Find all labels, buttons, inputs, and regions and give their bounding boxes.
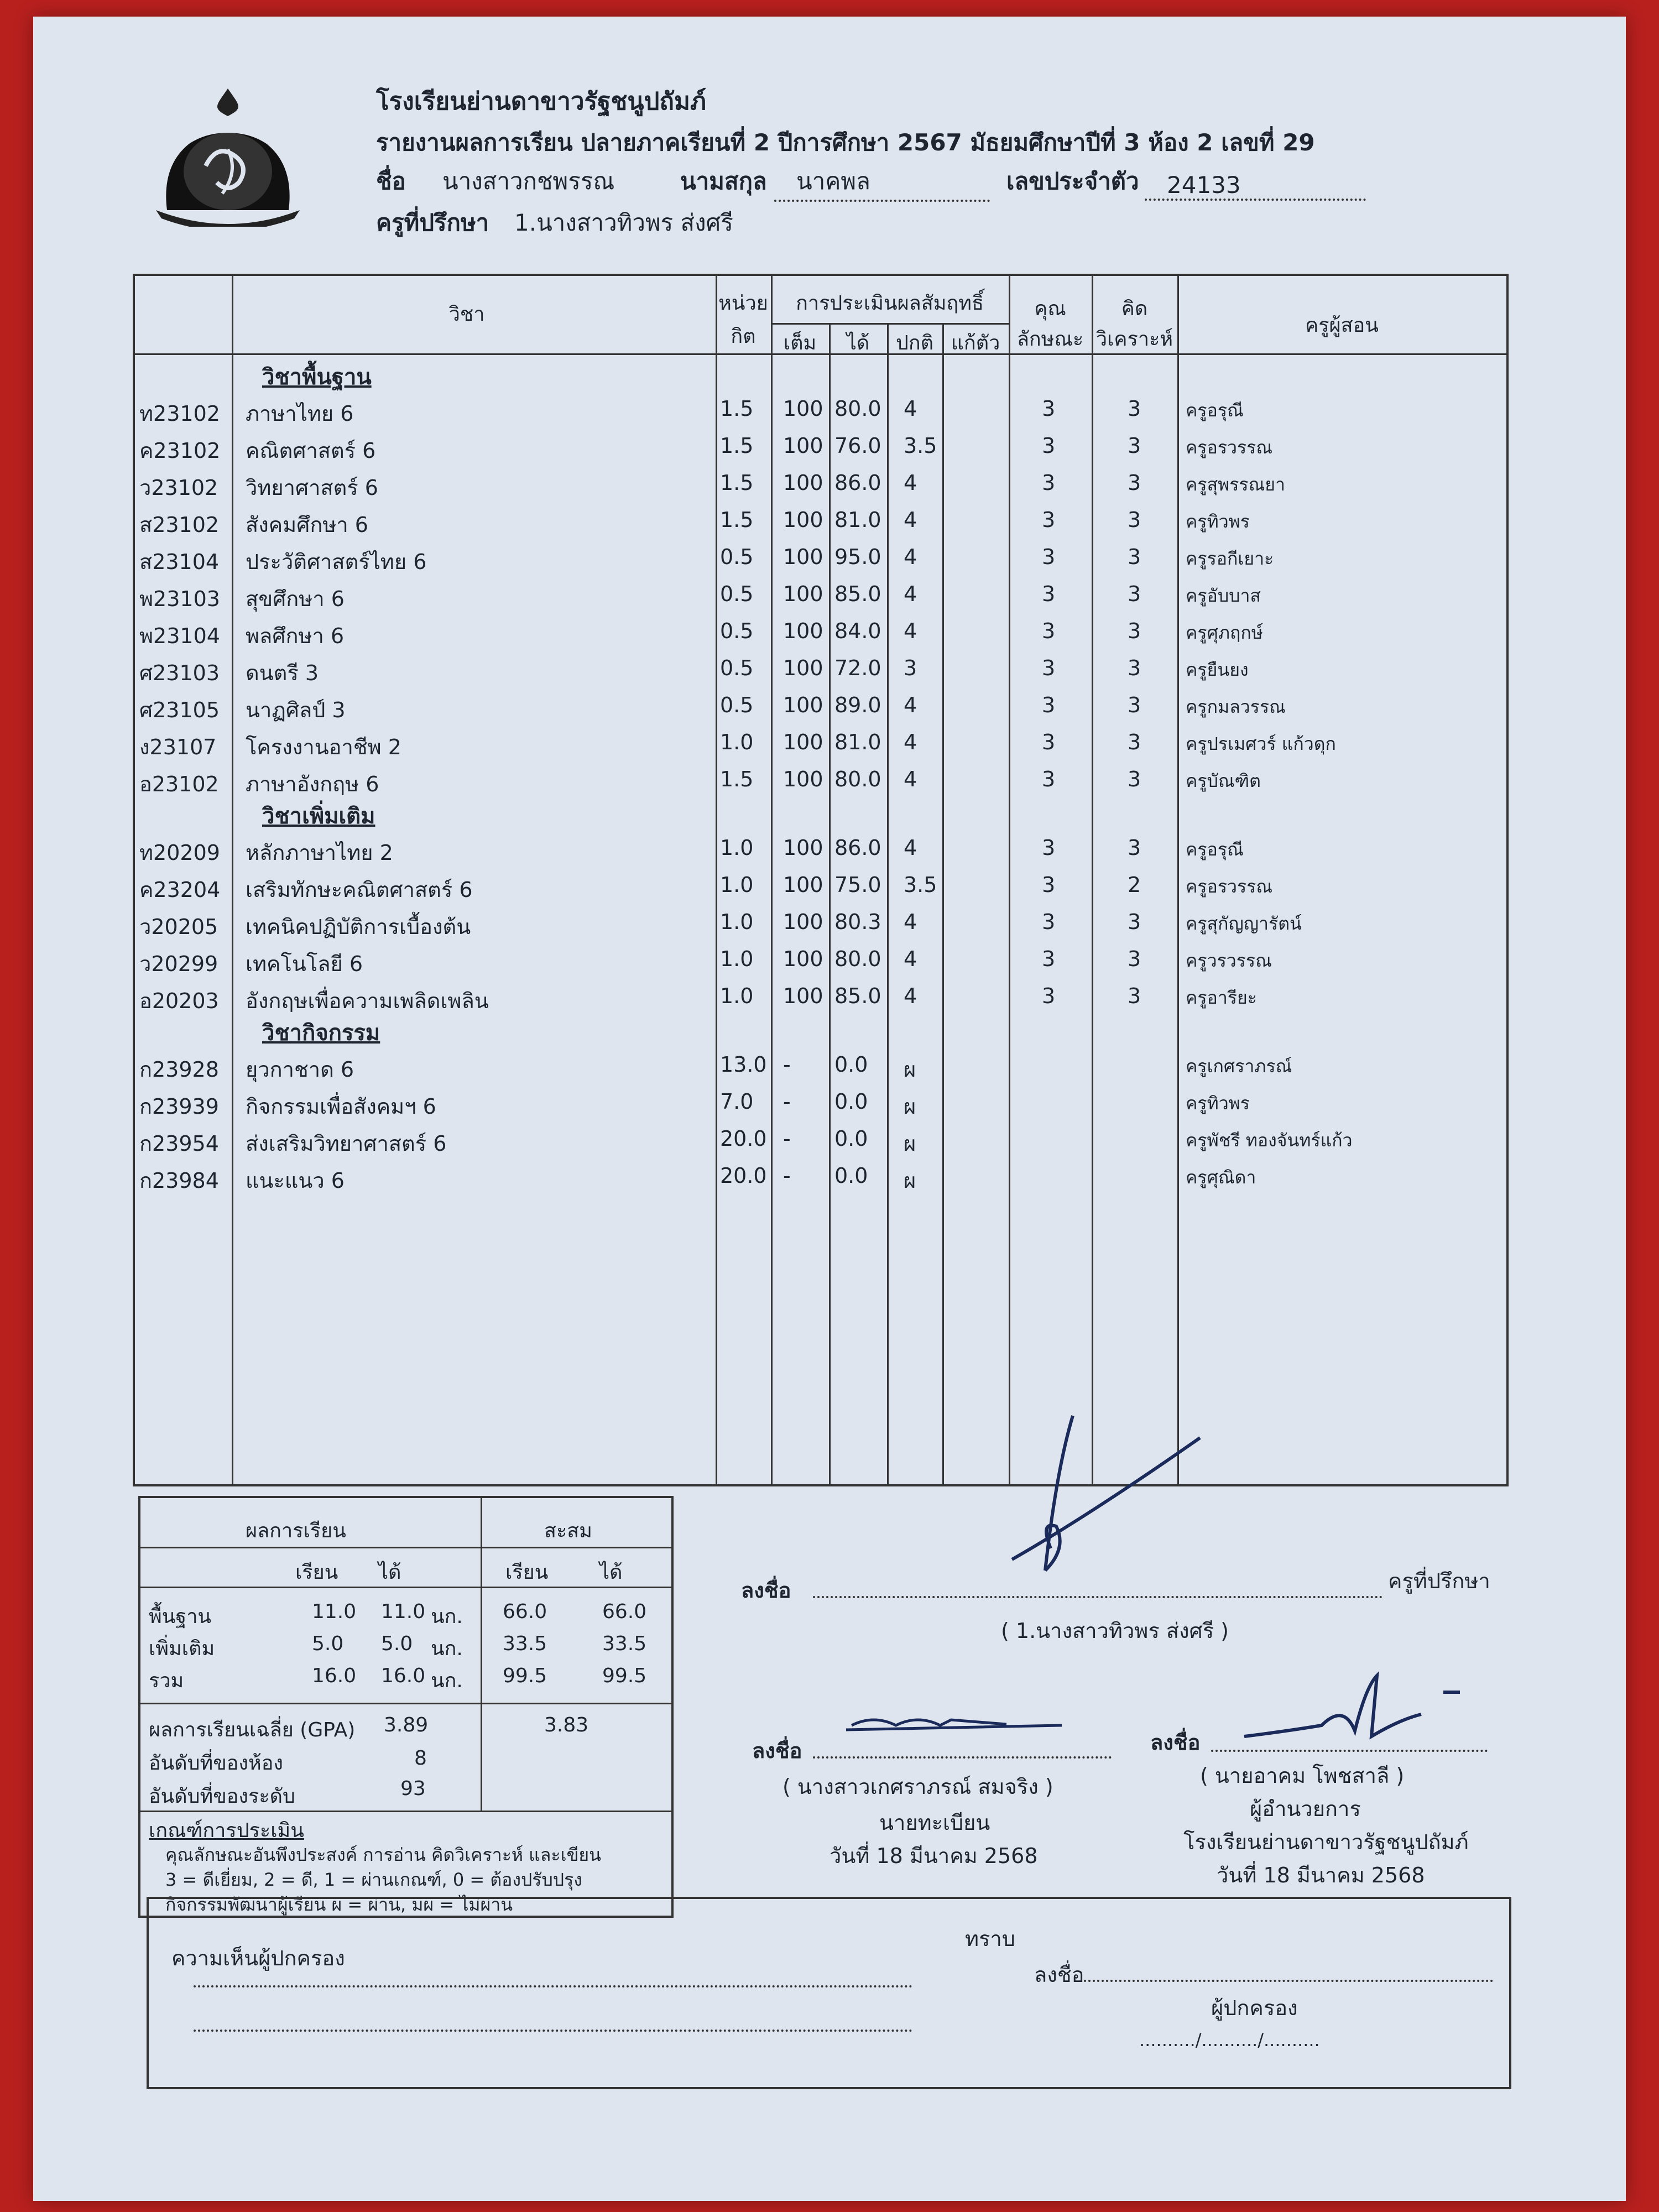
cell-think: 2 bbox=[1128, 873, 1141, 897]
cell-think: 3 bbox=[1128, 910, 1141, 934]
cell-teacher: ครูสุกัญญารัตน์ bbox=[1186, 913, 1302, 934]
cell-name: ส่งเสริมวิทยาศาสตร์ 6 bbox=[246, 1131, 447, 1156]
cell-full: - bbox=[783, 1089, 791, 1114]
summary-cum_studied: 33.5 bbox=[503, 1632, 547, 1655]
cell-full: 100 bbox=[783, 836, 823, 860]
school-name: โรงเรียนย่านดาขาวรัฐชนูปถัมภ์ bbox=[376, 87, 707, 116]
cell-teacher: ครูอรุณี bbox=[1186, 400, 1244, 421]
summary-cum_studied: 99.5 bbox=[503, 1665, 547, 1687]
cell-name: ยุวกาชาด 6 bbox=[246, 1057, 354, 1082]
cell-char: 3 bbox=[1042, 434, 1056, 458]
header-fix: แก้ตัว bbox=[951, 332, 1000, 354]
cell-grade: 4 bbox=[904, 582, 917, 606]
director-role: ผู้อำนวยการ bbox=[1250, 1797, 1361, 1821]
cell-code: ก23984 bbox=[139, 1168, 219, 1193]
header-character-1: คุณ bbox=[1034, 298, 1066, 320]
cell-think: 3 bbox=[1128, 767, 1141, 791]
cell-grade: 4 bbox=[904, 984, 917, 1008]
cell-name: เทคโนโลยี 6 bbox=[246, 952, 363, 976]
cell-think: 3 bbox=[1128, 730, 1141, 754]
cell-score: 80.3 bbox=[834, 910, 881, 934]
table-row bbox=[135, 830, 1506, 865]
cell-score: 81.0 bbox=[834, 508, 881, 532]
summary-unit: นก. bbox=[431, 1670, 463, 1692]
cell-credit: 0.5 bbox=[720, 545, 754, 569]
cell-score: 0.0 bbox=[834, 1089, 868, 1114]
cell-think: 3 bbox=[1128, 947, 1141, 971]
header-got: ได้ bbox=[846, 332, 870, 354]
summary-cum_studied: 66.0 bbox=[503, 1600, 547, 1623]
cell-score: 0.0 bbox=[834, 1126, 868, 1151]
cell-teacher: ครูกมลวรรณ bbox=[1186, 696, 1286, 717]
cell-char: 3 bbox=[1042, 619, 1056, 643]
cell-grade: 3.5 bbox=[904, 434, 937, 458]
cell-score: 80.0 bbox=[834, 947, 881, 971]
parent-date-blank: ........../........../.......... bbox=[1139, 2030, 1320, 2051]
cell-score: 85.0 bbox=[834, 582, 881, 606]
cell-full: 100 bbox=[783, 582, 823, 606]
cell-score: 75.0 bbox=[834, 873, 881, 897]
cell-credit: 0.5 bbox=[720, 619, 754, 643]
cell-credit: 1.5 bbox=[720, 434, 754, 458]
cell-teacher: ครูวรวรรณ bbox=[1186, 950, 1272, 971]
table-row bbox=[135, 978, 1506, 1014]
table-row bbox=[135, 428, 1506, 463]
cell-char: 3 bbox=[1042, 984, 1056, 1008]
cell-score: 72.0 bbox=[834, 656, 881, 680]
summary-label: รวม bbox=[149, 1670, 184, 1692]
cell-code: ค23204 bbox=[139, 878, 221, 902]
cell-code: ท20209 bbox=[139, 841, 220, 865]
cell-credit: 1.0 bbox=[720, 836, 754, 860]
cell-teacher: ครูทิวพร bbox=[1186, 511, 1250, 532]
cell-grade: 4 bbox=[904, 947, 917, 971]
advisor-role: ครูที่ปรึกษา bbox=[1388, 1569, 1490, 1593]
cell-grade: ผ bbox=[904, 1168, 916, 1193]
cell-score: 0.0 bbox=[834, 1164, 868, 1188]
summary-got: 11.0 bbox=[381, 1600, 426, 1623]
cell-teacher: ครูศุภฤกษ์ bbox=[1186, 622, 1263, 643]
summary-cumulative-header: สะสม bbox=[544, 1520, 593, 1542]
cell-code: อ20203 bbox=[139, 989, 219, 1013]
criteria-line-1: คุณลักษณะอันพึงประสงค์ การอ่าน คิดวิเคราะห์ และเขียน bbox=[165, 1844, 602, 1865]
cell-think: 3 bbox=[1128, 619, 1141, 643]
summary-unit: นก. bbox=[431, 1637, 463, 1660]
table-row bbox=[135, 465, 1506, 500]
table-row bbox=[135, 1158, 1506, 1193]
cell-full: 100 bbox=[783, 873, 823, 897]
advisor-sign-label: ลงชื่อ bbox=[741, 1578, 791, 1603]
cell-think: 3 bbox=[1128, 693, 1141, 717]
summary-cum_got: 66.0 bbox=[602, 1600, 647, 1623]
cell-teacher: ครูเกศราภรณ์ bbox=[1186, 1056, 1292, 1077]
cell-code: อ23102 bbox=[139, 772, 219, 796]
cell-score: 76.0 bbox=[834, 434, 881, 458]
cell-credit: 7.0 bbox=[720, 1089, 754, 1114]
cell-score: 86.0 bbox=[834, 471, 881, 495]
header-credit-1: หน่วย bbox=[718, 292, 768, 315]
cell-code: ว20299 bbox=[139, 952, 218, 976]
table-row bbox=[135, 576, 1506, 612]
cell-grade: ผ bbox=[904, 1131, 916, 1156]
cell-credit: 0.5 bbox=[720, 656, 754, 680]
cell-name: คณิตศาสตร์ 6 bbox=[246, 439, 376, 463]
cell-grade: 4 bbox=[904, 910, 917, 934]
registrar-sign-label: ลงชื่อ bbox=[752, 1739, 802, 1763]
summary-studied: 5.0 bbox=[312, 1632, 344, 1655]
table-row bbox=[135, 1047, 1506, 1082]
cell-code: ง23107 bbox=[139, 735, 217, 759]
header-analysis-2: วิเคราะห์ bbox=[1095, 328, 1173, 351]
cell-teacher: ครูปรเมศวร์ แก้วดุก bbox=[1186, 733, 1336, 754]
summary-cum_got: 33.5 bbox=[602, 1632, 647, 1655]
summary-studied: 11.0 bbox=[312, 1600, 357, 1623]
cell-think: 3 bbox=[1128, 984, 1141, 1008]
registrar-date: วันที่ 18 มีนาคม 2568 bbox=[830, 1844, 1038, 1868]
cell-full: 100 bbox=[783, 984, 823, 1008]
cell-credit: 1.0 bbox=[720, 873, 754, 897]
cell-credit: 0.5 bbox=[720, 693, 754, 717]
cell-grade: 4 bbox=[904, 471, 917, 495]
table-row bbox=[135, 650, 1506, 686]
table-row bbox=[135, 613, 1506, 649]
cell-code: ศ23105 bbox=[139, 698, 220, 722]
cell-credit: 1.5 bbox=[720, 397, 754, 421]
summary-divider bbox=[140, 1703, 671, 1704]
cell-grade: 4 bbox=[904, 730, 917, 754]
cell-grade: 4 bbox=[904, 397, 917, 421]
director-sign-label: ลงชื่อ bbox=[1150, 1730, 1201, 1755]
gpa-label: ผลการเรียนเฉลี่ย (GPA) bbox=[149, 1719, 356, 1741]
table-row bbox=[135, 1121, 1506, 1156]
header-subject: วิชา bbox=[448, 303, 485, 326]
summary-divider bbox=[140, 1547, 671, 1548]
cell-name: ภาษาไทย 6 bbox=[246, 401, 354, 426]
cell-full: 100 bbox=[783, 434, 823, 458]
summary-cum-studied-header: เรียน bbox=[505, 1561, 549, 1584]
director-signature-scribble bbox=[1233, 1670, 1488, 1747]
registrar-name: ( นางสาวเกศราภรณ์ สมจริง ) bbox=[782, 1775, 1053, 1799]
summary-studied-header: เรียน bbox=[295, 1561, 338, 1584]
table-row bbox=[135, 724, 1506, 760]
cell-code: ก23928 bbox=[139, 1057, 219, 1082]
cell-score: 95.0 bbox=[834, 545, 881, 569]
student-id-label: เลขประจำตัว bbox=[1006, 168, 1139, 195]
cell-name: วิทยาศาสตร์ 6 bbox=[246, 476, 378, 500]
table-row bbox=[135, 867, 1506, 902]
cell-score: 84.0 bbox=[834, 619, 881, 643]
cell-name: สังคมศึกษา 6 bbox=[246, 513, 368, 537]
parent-comment-label: ความเห็นผู้ปกครอง bbox=[171, 1946, 345, 1970]
student-id: 24133 bbox=[1145, 171, 1366, 201]
cell-credit: 1.0 bbox=[720, 910, 754, 934]
cell-full: 100 bbox=[783, 656, 823, 680]
cell-char: 3 bbox=[1042, 397, 1056, 421]
table-row bbox=[135, 761, 1506, 797]
cell-code: พ23103 bbox=[139, 587, 220, 611]
cell-name: ดนตรี 3 bbox=[246, 661, 319, 685]
cell-code: พ23104 bbox=[139, 624, 220, 648]
section-basic: วิชาพื้นฐาน bbox=[262, 364, 372, 390]
cell-name: นาฏศิลป์ 3 bbox=[246, 698, 346, 722]
summary-label: เพิ่มเติม bbox=[149, 1637, 215, 1660]
cell-full: 100 bbox=[783, 397, 823, 421]
cell-think: 3 bbox=[1128, 508, 1141, 532]
cell-credit: 1.5 bbox=[720, 508, 754, 532]
cell-think: 3 bbox=[1128, 545, 1141, 569]
header-normal: ปกติ bbox=[895, 332, 934, 354]
parent-comment-line-2[interactable] bbox=[194, 2013, 912, 2032]
cell-grade: ผ bbox=[904, 1094, 916, 1119]
cell-full: 100 bbox=[783, 910, 823, 934]
cell-char: 3 bbox=[1042, 508, 1056, 532]
registrar-sign-line bbox=[813, 1736, 1112, 1759]
director-school: โรงเรียนย่านดาขาวรัฐชนูปถัมภ์ bbox=[1183, 1830, 1469, 1854]
level-rank-label: อันดับที่ของระดับ bbox=[149, 1785, 295, 1808]
cell-score: 85.0 bbox=[834, 984, 881, 1008]
cell-think: 3 bbox=[1128, 836, 1141, 860]
cell-name: เสริมทักษะคณิตศาสตร์ 6 bbox=[246, 878, 473, 902]
cell-full: 100 bbox=[783, 947, 823, 971]
cell-teacher: ครูสุพรรณยา bbox=[1186, 474, 1285, 495]
cell-code: ส23104 bbox=[139, 550, 220, 574]
advisor-label: ครูที่ปรึกษา bbox=[376, 209, 489, 236]
cell-char: 3 bbox=[1042, 910, 1056, 934]
class-rank-label: อันดับที่ของห้อง bbox=[149, 1752, 283, 1775]
cell-score: 86.0 bbox=[834, 836, 881, 860]
cell-full: - bbox=[783, 1164, 791, 1188]
cell-grade: 4 bbox=[904, 545, 917, 569]
cell-code: ว20205 bbox=[139, 915, 218, 939]
cell-score: 81.0 bbox=[834, 730, 881, 754]
cell-full: 100 bbox=[783, 767, 823, 791]
header-full: เต็ม bbox=[783, 332, 817, 354]
cell-teacher: ครูศุณิดา bbox=[1186, 1167, 1256, 1188]
cell-grade: 4 bbox=[904, 619, 917, 643]
cell-code: ค23102 bbox=[139, 439, 221, 463]
parent-sign-line[interactable] bbox=[1084, 1963, 1493, 1982]
section-activity: วิชากิจกรรม bbox=[262, 1020, 380, 1046]
name-label: ชื่อ bbox=[376, 168, 406, 195]
table-row bbox=[135, 502, 1506, 538]
grades-table bbox=[133, 274, 1509, 1486]
summary-cum-got-header: ได้ bbox=[599, 1561, 623, 1584]
cell-name: สุขศึกษา 6 bbox=[246, 587, 345, 611]
registrar-role: นายทะเบียน bbox=[879, 1811, 990, 1835]
header-character-2: ลักษณะ bbox=[1016, 328, 1084, 351]
cell-code: ก23939 bbox=[139, 1094, 219, 1119]
cell-teacher: ครูรอกีเยาะ bbox=[1186, 548, 1274, 569]
cell-code: ศ23103 bbox=[139, 661, 220, 685]
cell-name: ประวัติศาสตร์ไทย 6 bbox=[246, 550, 427, 574]
cell-code: ก23954 bbox=[139, 1131, 219, 1156]
cell-grade: 4 bbox=[904, 836, 917, 860]
cell-char: 3 bbox=[1042, 730, 1056, 754]
cell-think: 3 bbox=[1128, 656, 1141, 680]
student-surname: นาคพล bbox=[774, 163, 990, 202]
table-row bbox=[135, 1084, 1506, 1119]
cell-full: 100 bbox=[783, 545, 823, 569]
cell-char: 3 bbox=[1042, 693, 1056, 717]
school-emblem-logo bbox=[145, 83, 311, 227]
director-name: ( นายอาคม โพชสาลี ) bbox=[1200, 1764, 1405, 1788]
cell-score: 0.0 bbox=[834, 1052, 868, 1077]
cell-think: 3 bbox=[1128, 582, 1141, 606]
cell-teacher: ครูทิวพร bbox=[1186, 1093, 1250, 1114]
summary-divider bbox=[481, 1498, 482, 1703]
cell-char: 3 bbox=[1042, 471, 1056, 495]
cell-score: 80.0 bbox=[834, 767, 881, 791]
cell-grade: ผ bbox=[904, 1057, 916, 1082]
summary-got: 16.0 bbox=[381, 1665, 426, 1687]
class-rank: 8 bbox=[414, 1747, 427, 1770]
cell-name: อังกฤษเพื่อความเพลิดเพลิน bbox=[246, 989, 489, 1013]
cell-full: 100 bbox=[783, 619, 823, 643]
cell-full: - bbox=[783, 1052, 791, 1077]
cell-grade: 4 bbox=[904, 767, 917, 791]
cell-credit: 20.0 bbox=[720, 1126, 767, 1151]
cell-teacher: ครูอรวรรณ bbox=[1186, 437, 1273, 458]
cell-char: 3 bbox=[1042, 873, 1056, 897]
cell-code: ว23102 bbox=[139, 476, 218, 500]
cell-code: ส23102 bbox=[139, 513, 220, 537]
report-title: รายงานผลการเรียน ปลายภาคเรียนที่ 2 ปีการศึกษา 2567 มัธยมศึกษาปีที่ 3 ห้อง 2 เลขที่ 29 bbox=[376, 129, 1315, 156]
cell-score: 80.0 bbox=[834, 397, 881, 421]
cell-credit: 1.5 bbox=[720, 471, 754, 495]
cell-credit: 13.0 bbox=[720, 1052, 767, 1077]
advisor-name: 1.นางสาวทิวพร ส่งศรี bbox=[514, 209, 733, 236]
cell-full: - bbox=[783, 1126, 791, 1151]
cell-name: แนะแนว 6 bbox=[246, 1168, 345, 1193]
cell-name: ภาษาอังกฤษ 6 bbox=[246, 772, 379, 796]
cell-credit: 1.0 bbox=[720, 730, 754, 754]
parent-comment-box bbox=[147, 1897, 1511, 2089]
summary-unit: นก. bbox=[431, 1605, 463, 1628]
table-row bbox=[135, 391, 1506, 426]
summary-label: พื้นฐาน bbox=[149, 1605, 212, 1628]
criteria-title: เกณฑ์การประเมิน bbox=[149, 1819, 304, 1842]
cell-credit: 1.5 bbox=[720, 767, 754, 791]
summary-got-header: ได้ bbox=[378, 1561, 401, 1584]
parent-comment-line-1[interactable] bbox=[194, 1969, 912, 1987]
cell-teacher: ครูพัชรี ทองจันทร์แก้ว bbox=[1186, 1130, 1353, 1151]
advisor-signature-scribble bbox=[990, 1405, 1222, 1582]
header-credit-2: กิต bbox=[731, 325, 756, 348]
director-date: วันที่ 18 มีนาคม 2568 bbox=[1217, 1863, 1425, 1887]
table-row bbox=[135, 941, 1506, 977]
cell-name: โครงงานอาชีพ 2 bbox=[246, 735, 401, 759]
cell-credit: 0.5 bbox=[720, 582, 754, 606]
cell-think: 3 bbox=[1128, 434, 1141, 458]
student-first-name: นางสาวกชพรรณ bbox=[442, 168, 615, 195]
cell-full: 100 bbox=[783, 508, 823, 532]
cell-score: 89.0 bbox=[834, 693, 881, 717]
cell-name: กิจกรรมเพื่อสังคมฯ 6 bbox=[246, 1094, 436, 1119]
surname-label: นามสกุล bbox=[680, 168, 767, 195]
summary-cum_got: 99.5 bbox=[602, 1665, 647, 1687]
cell-teacher: ครูยืนยง bbox=[1186, 659, 1249, 680]
header-assessment: การประเมินผลสัมฤทธิ์ bbox=[796, 292, 984, 315]
cell-char: 3 bbox=[1042, 545, 1056, 569]
cell-name: หลักภาษาไทย 2 bbox=[246, 841, 393, 865]
cell-full: 100 bbox=[783, 730, 823, 754]
header-teacher: ครูผู้สอน bbox=[1305, 314, 1379, 337]
cell-char: 3 bbox=[1042, 767, 1056, 791]
cell-name: พลศึกษา 6 bbox=[246, 624, 345, 648]
cell-char: 3 bbox=[1042, 836, 1056, 860]
cell-teacher: ครูบัณฑิต bbox=[1186, 770, 1261, 791]
summary-result-header: ผลการเรียน bbox=[246, 1520, 346, 1542]
section-additional: วิชาเพิ่มเติม bbox=[262, 804, 375, 829]
cell-teacher: ครูอรวรรณ bbox=[1186, 876, 1273, 897]
cell-name: เทคนิคปฏิบัติการเบื้องต้น bbox=[246, 915, 471, 939]
summary-got: 5.0 bbox=[381, 1632, 413, 1655]
cell-think: 3 bbox=[1128, 471, 1141, 495]
gpa-cumulative: 3.83 bbox=[544, 1714, 589, 1736]
cell-grade: 3.5 bbox=[904, 873, 937, 897]
criteria-line-2: 3 = ดีเยี่ยม, 2 = ดี, 1 = ผ่านเกณฑ์, 0 = ต้องปรับปรุง bbox=[165, 1869, 582, 1890]
criteria-line-3: กิจกรรมพัฒนาผู้เรียน ผ = ผ่าน, มผ = ไม่ผ่าน bbox=[165, 1894, 513, 1915]
cell-teacher: ครูอรุณี bbox=[1186, 839, 1244, 860]
cell-teacher: ครูอับบาส bbox=[1186, 585, 1261, 606]
registrar-signature-scribble bbox=[841, 1703, 1073, 1736]
cell-grade: 4 bbox=[904, 693, 917, 717]
parent-sign-label: ลงชื่อ bbox=[1034, 1963, 1084, 1987]
cell-full: 100 bbox=[783, 693, 823, 717]
cell-char: 3 bbox=[1042, 656, 1056, 680]
parent-acknowledge-label: ทราบ bbox=[965, 1927, 1015, 1951]
cell-credit: 1.0 bbox=[720, 984, 754, 1008]
cell-grade: 4 bbox=[904, 508, 917, 532]
cell-credit: 20.0 bbox=[720, 1164, 767, 1188]
cell-full: 100 bbox=[783, 471, 823, 495]
summary-studied: 16.0 bbox=[312, 1665, 357, 1687]
cell-think: 3 bbox=[1128, 397, 1141, 421]
cell-grade: 3 bbox=[904, 656, 917, 680]
cell-teacher: ครูอารียะ bbox=[1186, 987, 1257, 1008]
cell-code: ท23102 bbox=[139, 401, 220, 426]
summary-divider bbox=[481, 1703, 482, 1811]
parent-role: ผู้ปกครอง bbox=[1211, 1996, 1298, 2020]
table-row bbox=[135, 904, 1506, 940]
table-row bbox=[135, 539, 1506, 575]
table-row bbox=[135, 687, 1506, 723]
subheader-divider bbox=[771, 323, 1009, 325]
cell-char: 3 bbox=[1042, 582, 1056, 606]
gpa-value: 3.89 bbox=[384, 1714, 429, 1736]
cell-char: 3 bbox=[1042, 947, 1056, 971]
header-analysis-1: คิด bbox=[1121, 298, 1148, 320]
summary-box bbox=[138, 1496, 674, 1918]
level-rank: 93 bbox=[400, 1777, 426, 1800]
cell-credit: 1.0 bbox=[720, 947, 754, 971]
advisor-name-signature: ( 1.นางสาวทิวพร ส่งศรี ) bbox=[1001, 1619, 1229, 1643]
